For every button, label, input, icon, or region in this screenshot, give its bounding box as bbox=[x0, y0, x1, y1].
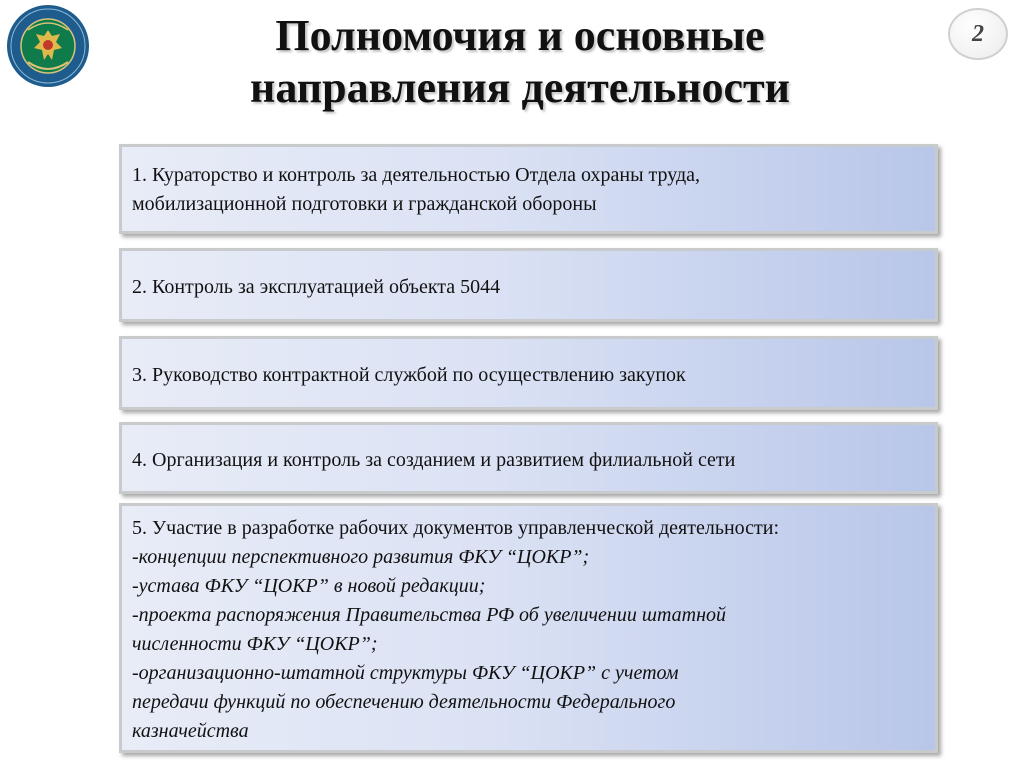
emblem-seal-icon bbox=[6, 4, 90, 88]
item-5-sub-4: численности ФКУ “ЦОКР”; bbox=[132, 633, 378, 655]
page-number: 2 bbox=[972, 20, 984, 47]
item-1-line-2: мобилизационной подготовки и гражданской обороны bbox=[132, 193, 597, 215]
item-2-line-1: 2. Контроль за эксплуатацией объекта 5044 bbox=[132, 275, 501, 298]
item-5-sub-5: -организационно-штатной структуры ФКУ “ЦОКР” с учетом bbox=[132, 662, 679, 684]
item-4-line-1: 4. Организация и контроль за созданием и развитием филиальной сети bbox=[132, 448, 736, 471]
item-5-sub-7: казначейства bbox=[132, 720, 249, 742]
page-title-line-1: Полномочия и основные bbox=[275, 11, 765, 60]
item-5-sub-2: -устава ФКУ “ЦОКР” в новой редакции; bbox=[132, 575, 486, 597]
item-card-1 bbox=[119, 144, 938, 234]
item-5-sub-3: -проекта распоряжения Правительства РФ об увеличении штатной bbox=[132, 604, 727, 626]
item-5-sub-1: -концепции перспективного развития ФКУ “ЦОКР”; bbox=[132, 546, 590, 568]
page-title-line-2: направления деятельности bbox=[249, 63, 791, 112]
item-card-4 bbox=[119, 422, 938, 494]
item-3-line-1: 3. Руководство контрактной службой по осуществлению закупок bbox=[132, 363, 686, 386]
item-card-2 bbox=[119, 248, 938, 322]
item-card-3 bbox=[119, 336, 938, 410]
item-5-line-1: 5. Участие в разработке рабочих документов управленческой деятельности: bbox=[132, 517, 780, 539]
page-number-badge bbox=[948, 8, 1008, 60]
item-card-5 bbox=[119, 503, 938, 753]
item-5-sub-6: передачи функций по обеспечению деятельности Федерального bbox=[132, 691, 676, 713]
item-1-line-1: 1. Кураторство и контроль за деятельностью Отдела охраны труда, bbox=[132, 164, 701, 186]
page-title bbox=[100, 10, 940, 114]
